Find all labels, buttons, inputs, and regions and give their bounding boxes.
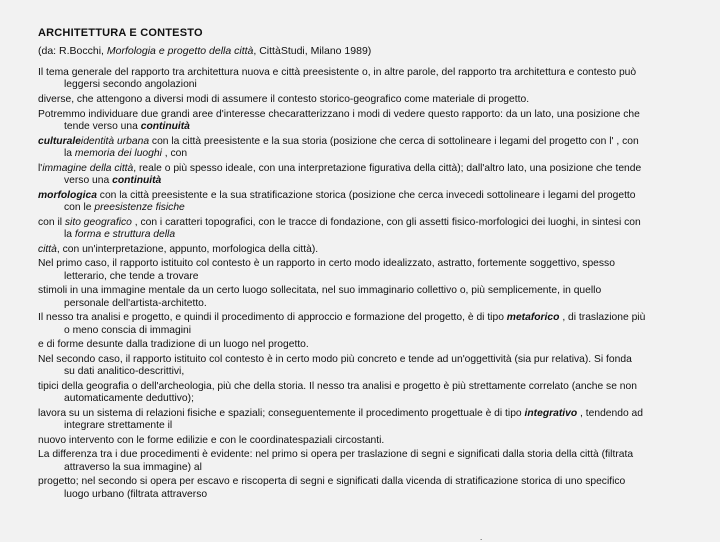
- text-run: morfologica: [38, 189, 97, 201]
- text-line: [38, 94, 696, 106]
- text-run: leggersi secondo angolazioni: [64, 79, 197, 91]
- text-run: La differenza tra i due procedimenti è evidente: nel primo si opera per traslazione di segni e significati dalla storia della città (filtrata: [38, 449, 634, 461]
- text-run: Nel secondo caso, il rapporto istituito col contesto è in certo modo più concreto e tende ad un'oggettività (sia pur relativa). Si fonda: [38, 353, 632, 365]
- text-line: [38, 476, 696, 501]
- text-line: [38, 109, 696, 134]
- text-line: [38, 435, 696, 447]
- body-text: [38, 67, 696, 501]
- text-run: città: [38, 243, 57, 255]
- text-line-continuation: [38, 229, 696, 241]
- text-run: progetto; nel secondo si opera per escavo e riscoperta di segni e significati dalla vicenda di stratificazione storica di uno specifico: [38, 476, 626, 488]
- text-run: o meno conscia di immagini: [64, 324, 192, 336]
- text-run: , tendendo ad: [577, 407, 644, 419]
- text-line: [38, 408, 696, 433]
- text-run: nuovo intervento con le forme edilizie e con le coordinatespaziali circostanti.: [38, 434, 385, 446]
- text-run: culturale: [38, 135, 81, 147]
- text-run: attraverso la sua immagine) al: [64, 461, 202, 473]
- text-run: sito geografico: [64, 216, 132, 228]
- text-line: [38, 217, 696, 242]
- text-line-continuation: [38, 325, 696, 337]
- text-run: la: [64, 229, 75, 240]
- source-suffix: , CittàStudi, Milano 1989): [253, 45, 372, 57]
- text-line: [38, 258, 696, 283]
- text-run: tipici della geografia o dell'archeologia, più che della storia. Il nesso tra analisi e progetto è più strettamente correlato (anche se non: [38, 380, 637, 392]
- text-run: l': [38, 162, 43, 174]
- source-prefix: (da: R.Bocchi,: [38, 45, 107, 57]
- source-citation: [38, 45, 696, 58]
- text-run: Potremmo individuare due grandi aree d'interesse checaratterizzano i modi di vedere questo rapporto: da un lato, una posizione che: [38, 108, 640, 120]
- text-run: letterario, che tende a trovare: [64, 270, 199, 282]
- text-run: preesistenze fisiche: [94, 202, 185, 213]
- text-run: continuità: [140, 121, 190, 132]
- footer-mark: .: [480, 533, 483, 542]
- text-run: su dati analitico-descrittivi,: [64, 366, 185, 378]
- text-run: automaticamente deduttivo);: [64, 393, 194, 405]
- text-run: memoria dei luoghi: [74, 148, 162, 159]
- text-line-continuation: [38, 202, 696, 214]
- text-line-continuation: [38, 489, 696, 501]
- text-run: metaforico: [506, 312, 560, 324]
- text-run: con le: [64, 202, 95, 213]
- text-run: Nel primo caso, il rapporto istituito col contesto è un rapporto in certo modo idealizzato, astratto, fortemente soggettivo, spesso: [38, 258, 615, 270]
- text-line: [38, 136, 696, 161]
- text-line-continuation: [38, 121, 696, 133]
- text-run: continuità: [112, 175, 162, 186]
- text-run: e di forme desunte dalla tradizione di un luogo nel progetto.: [38, 339, 309, 351]
- text-line-continuation: [38, 298, 696, 310]
- text-run: identità urbana: [80, 135, 150, 147]
- text-run: integrativo: [524, 407, 578, 419]
- text-run: diverse, che attengono a diversi modi di assumere il contesto storico-geografico come materiale di progetto.: [38, 94, 530, 105]
- text-run: , con: [161, 148, 188, 159]
- text-run: , con: [613, 135, 639, 147]
- text-line: [38, 339, 696, 351]
- text-run: immagine della città: [42, 162, 134, 174]
- text-run: tende verso una: [64, 121, 141, 132]
- text-line: [38, 312, 696, 337]
- text-line-continuation: [38, 79, 696, 91]
- text-run: con il: [38, 216, 65, 228]
- text-line-continuation: [38, 175, 696, 187]
- text-run: Il tema generale del rapporto tra architettura nuova e città preesistente o, in altre parole, del rapporto tra architettura e contesto può: [38, 67, 637, 78]
- text-run: la: [64, 148, 75, 159]
- text-run: , con un'interpretazione, appunto, morfologica della città).: [56, 243, 319, 255]
- text-run: stimoli in una immagine mentale da un certo luogo sollecitata, nel suo immaginario collettivo o, più semplicemente, in quello: [38, 285, 602, 297]
- text-line: [38, 244, 696, 256]
- text-line-continuation: [38, 420, 696, 432]
- text-line-continuation: [38, 366, 696, 378]
- text-run: personale dell'artista-architetto.: [64, 297, 207, 309]
- text-run: forma e struttura della: [74, 229, 176, 240]
- text-line-continuation: [38, 148, 696, 160]
- text-line-continuation: [38, 271, 696, 283]
- text-run: , reale o più spesso ideale, con una interpretazione figurativa della città); dall'altro lato, una posizione che tende: [133, 162, 642, 174]
- source-book-title: Morfologia e progetto della città: [106, 45, 254, 57]
- text-line-continuation: [38, 462, 696, 474]
- text-line-continuation: [38, 393, 696, 405]
- text-line: [38, 67, 696, 92]
- text-run: integrare strettamente il: [64, 420, 173, 432]
- document-title: ARCHITETTURA E CONTESTO: [38, 27, 203, 39]
- text-line: [38, 381, 696, 406]
- text-run: , con i caratteri topografici, con le tracce di fondazione, con gli assetti fisico-morfologici dei luoghi, in sintesi con: [131, 216, 641, 228]
- text-run: con la città preesistente e la sua storia (posizione che cerca di sottolineare i legami del progetto con l': [149, 135, 614, 147]
- text-line: [38, 449, 696, 474]
- text-run: verso una: [64, 175, 113, 186]
- text-line: [38, 354, 696, 379]
- text-line: [38, 163, 696, 188]
- text-run: Il nesso tra analisi e progetto, e quindi il procedimento di approccio e formazione del progetto, è di tipo: [38, 312, 507, 324]
- text-line: [38, 285, 696, 310]
- text-run: con la città preesistente e la sua stratificazione storica (posizione che cerca invecedi sottolineare i legami del progetto: [96, 189, 636, 201]
- text-run: , di traslazione più: [559, 312, 646, 324]
- text-run: lavora su un sistema di relazioni fisiche e spaziali; conseguentemente il procedimento progettuale è di tipo: [38, 407, 525, 419]
- text-line: [38, 190, 696, 215]
- text-run: luogo urbano (filtrata attraverso: [64, 488, 208, 500]
